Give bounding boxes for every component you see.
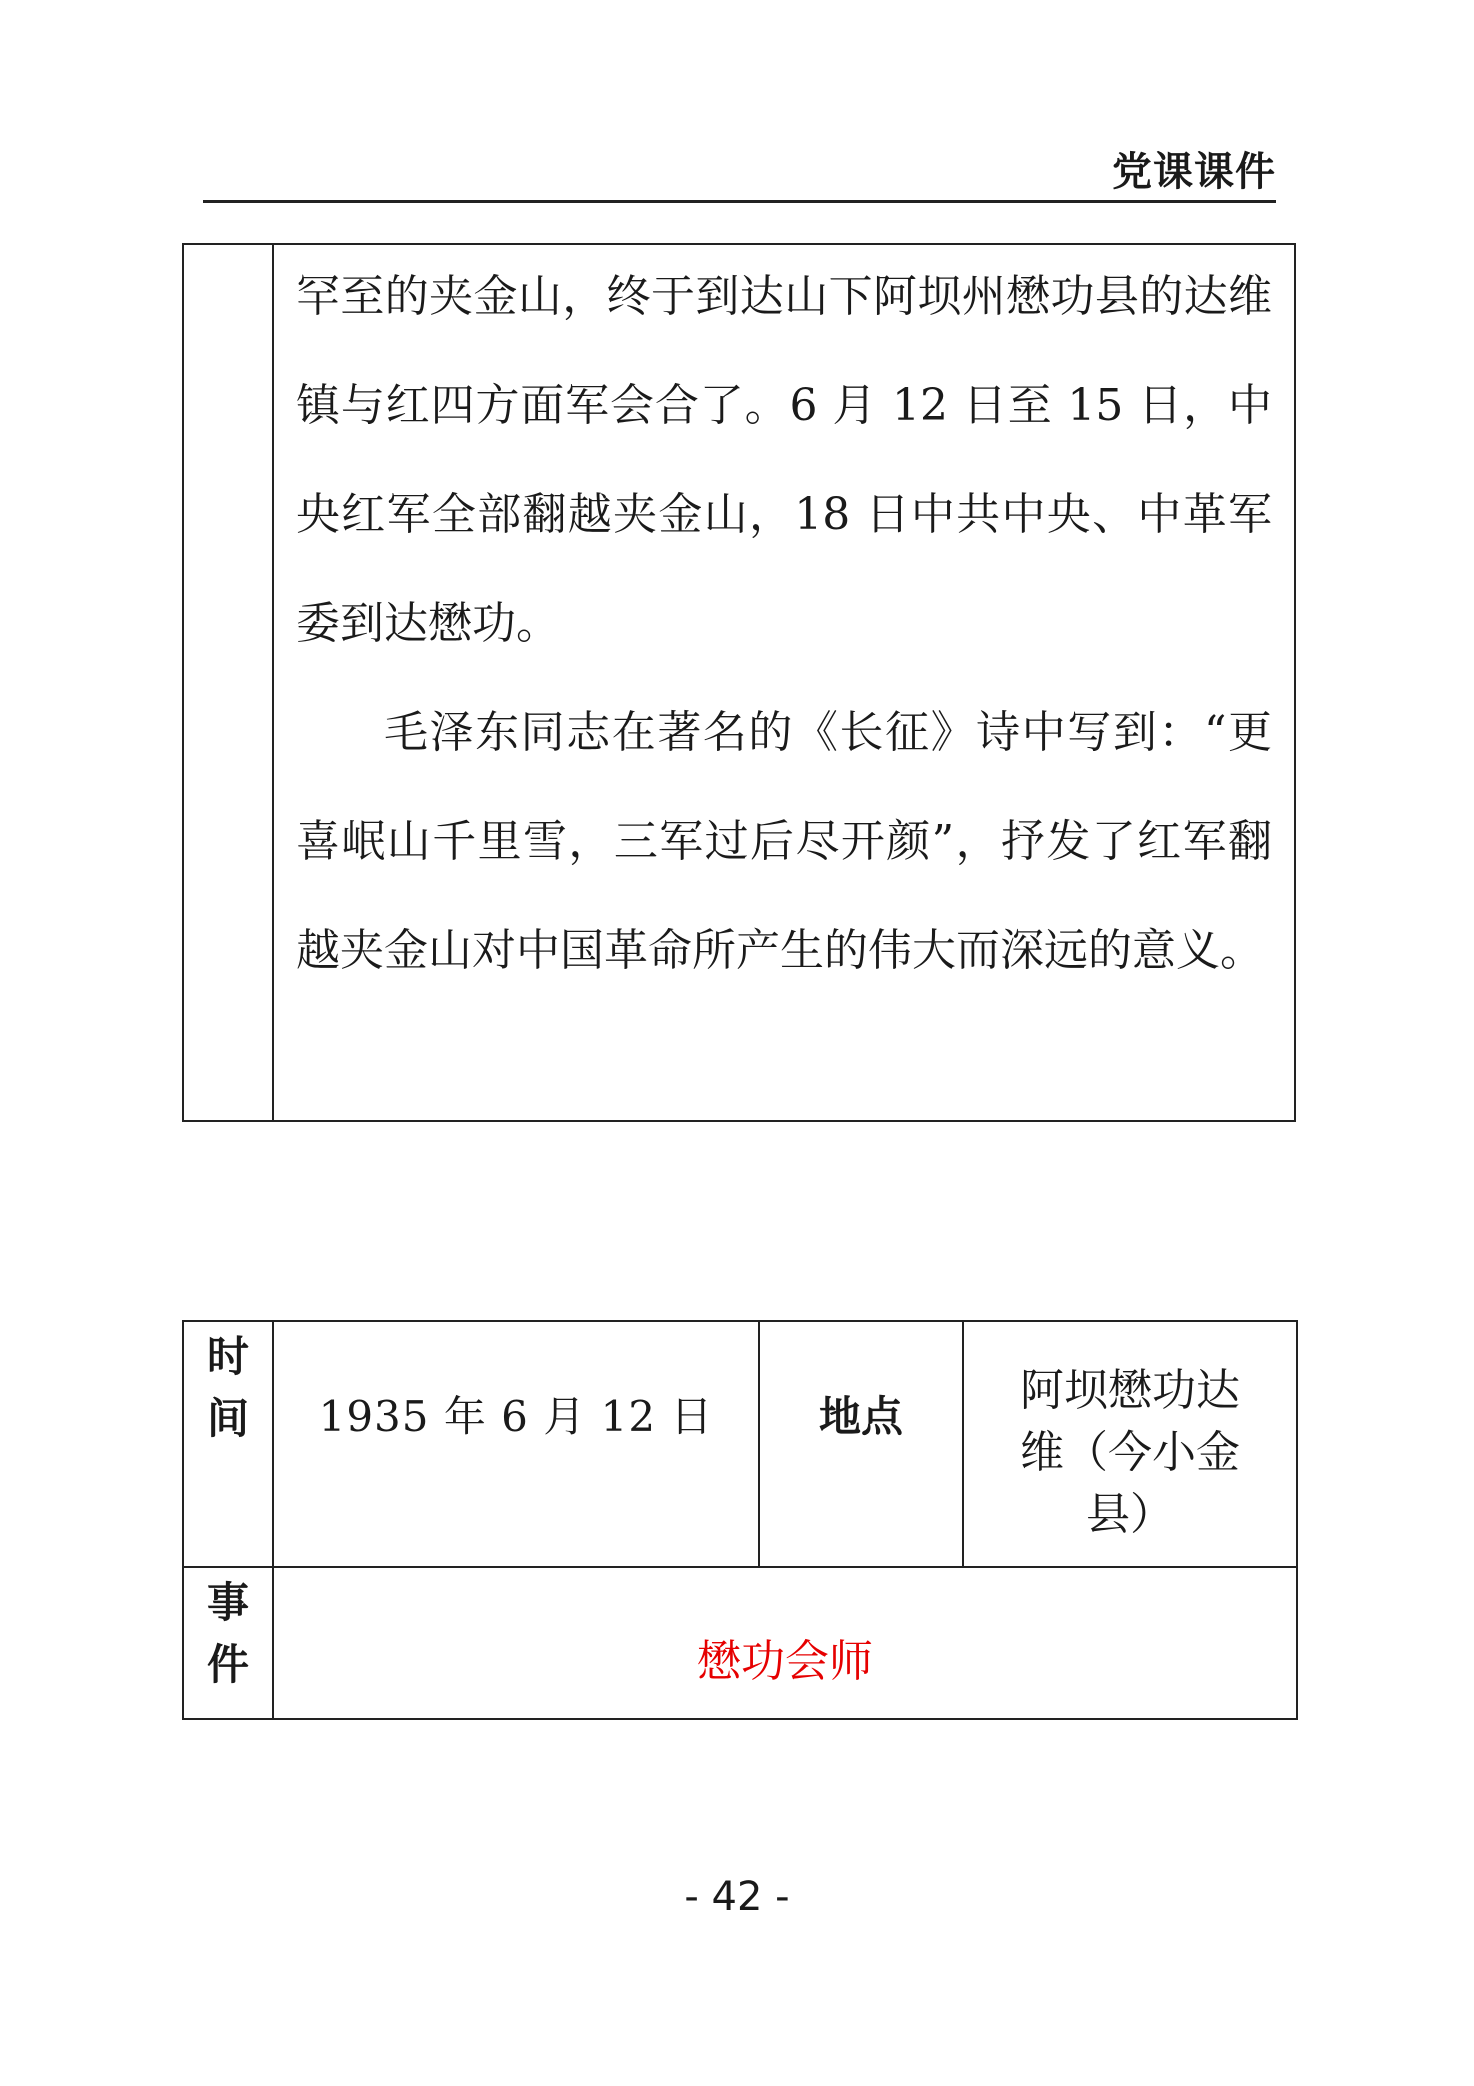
paragraph-2: 毛泽东同志在著名的《长征》诗中写到：“更喜岷山千里雪，三军过后尽开颜”，抒发了红军翻越夹金山对中国革命所产生的伟大而深远的意义。 xyxy=(296,707,1272,976)
event-info-table xyxy=(182,1320,1298,1720)
page-number: - 42 - xyxy=(684,1874,790,1920)
place-value: 阿坝懋功达维（今小金县） xyxy=(963,1321,1297,1567)
continuation-content-cell xyxy=(273,244,1295,1121)
continuation-body xyxy=(274,242,1294,1005)
paragraph-1: 罕至的夹金山，终于到达山下阿坝州懋功县的达维镇与红四方面军会合了。6 月 12 日至 15 日，中央红军全部翻越夹金山，18 日中共中央、中革军委到达懋功。 xyxy=(296,271,1272,649)
event-label-text: 事件 xyxy=(206,1578,249,1689)
event-value: 懋功会师 xyxy=(273,1567,1297,1719)
time-value: 1935 年 6 月 12 日 xyxy=(273,1321,759,1567)
header-rule xyxy=(203,200,1276,203)
continuation-table xyxy=(182,243,1296,1122)
time-label xyxy=(183,1321,273,1567)
continuation-label-cell xyxy=(183,244,273,1121)
event-label xyxy=(183,1567,273,1719)
time-label-text: 时间 xyxy=(206,1332,249,1443)
place-label: 地点 xyxy=(759,1321,963,1567)
header-title: 党课课件 xyxy=(1112,149,1276,195)
